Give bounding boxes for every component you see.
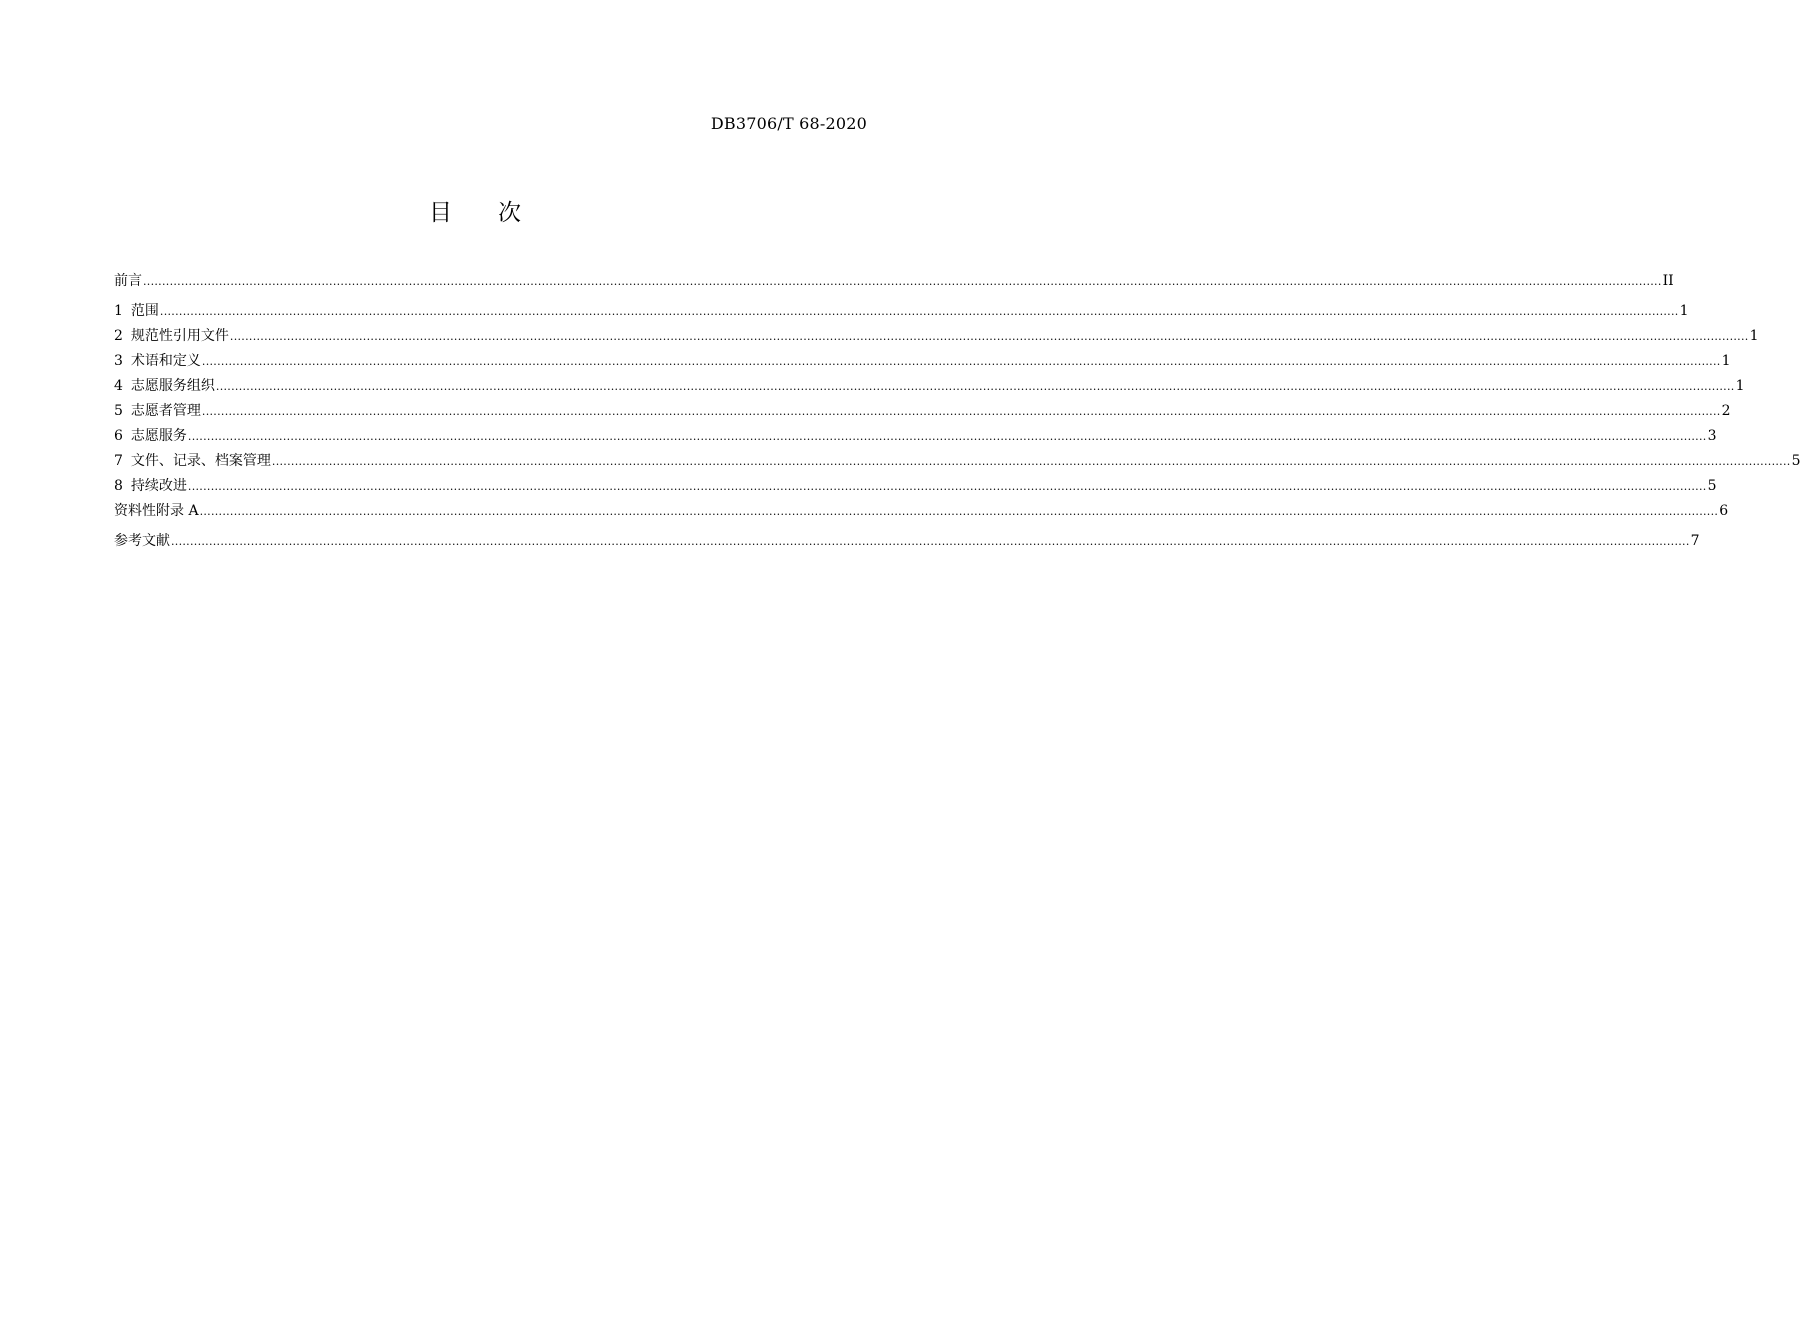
toc-title-char-1: 目 — [429, 200, 452, 226]
toc-entry-label: 志愿服务 — [130, 428, 187, 444]
toc-leader: ................................................................................................................................................................................................................................................................................................................................................................................................................ — [187, 480, 1707, 493]
toc-entry-page: 3 — [1707, 428, 1717, 444]
toc-entry-page: 5 — [1791, 453, 1800, 469]
toc-leader: ................................................................................................................................................................................................................................................................................................................................................................................................................ — [271, 455, 1791, 468]
toc-entry-page: 6 — [1719, 503, 1729, 519]
toc-entry-foreword[interactable] — [114, 270, 1674, 290]
toc-entry-8[interactable] — [114, 475, 1717, 495]
toc-leader: ................................................................................................................................................................................................................................................................................................................................................................................................................ — [159, 305, 1679, 318]
toc-entry-label: 范围 — [130, 303, 159, 319]
toc-leader: ................................................................................................................................................................................................................................................................................................................................................................................................................ — [199, 505, 1719, 518]
toc-entry-number: 7 — [114, 453, 123, 469]
toc-entry-page: 1 — [1735, 378, 1745, 394]
toc-entry-number: 1 — [114, 303, 123, 319]
toc-leader: ................................................................................................................................................................................................................................................................................................................................................................................................................ — [229, 330, 1749, 343]
toc-entry-label: 前言 — [114, 273, 142, 289]
toc-entry-annex-a[interactable] — [114, 500, 1729, 520]
toc-entry-number: 6 — [114, 428, 123, 444]
toc-entry-page: 5 — [1707, 478, 1717, 494]
toc-entry-number: 5 — [114, 403, 123, 419]
toc-entry-3[interactable] — [114, 350, 1731, 370]
toc-entry-label: 持续改进 — [130, 478, 187, 494]
toc-entry-2[interactable] — [114, 325, 1759, 345]
toc-entry-1[interactable] — [114, 300, 1689, 320]
toc-title-char-2: 次 — [498, 200, 521, 226]
toc-entry-label: 文件、记录、档案管理 — [130, 453, 271, 469]
toc-entry-label: 志愿服务组织 — [130, 378, 215, 394]
toc-entry-references[interactable] — [114, 530, 1700, 550]
toc-leader: ................................................................................................................................................................................................................................................................................................................................................................................................................ — [201, 405, 1721, 418]
toc-entry-page: 2 — [1721, 403, 1731, 419]
toc-entry-label: 参考文献 — [114, 533, 170, 549]
toc-entry-number: 3 — [114, 353, 123, 369]
toc-entry-page: 1 — [1721, 353, 1731, 369]
toc-entry-number: 2 — [114, 328, 123, 344]
toc-entry-label: 术语和定义 — [130, 353, 201, 369]
toc-leader: ................................................................................................................................................................................................................................................................................................................................................................................................................ — [215, 380, 1735, 393]
toc-entry-label: 志愿者管理 — [130, 403, 201, 419]
standard-code: DB3706/T 68-2020 — [710, 114, 867, 133]
toc-entry-page: 1 — [1749, 328, 1759, 344]
toc-entry-page: 7 — [1690, 533, 1700, 549]
toc-title — [0, 194, 950, 227]
toc-entry-7[interactable] — [114, 450, 1800, 470]
toc-entry-5[interactable] — [114, 400, 1731, 420]
toc-entry-4[interactable] — [114, 375, 1745, 395]
toc-leader: ................................................................................................................................................................................................................................................................................................................................................................................................................ — [201, 355, 1721, 368]
toc-entry-6[interactable] — [114, 425, 1717, 445]
toc-entry-page: 1 — [1679, 303, 1689, 319]
toc-leader: ................................................................................................................................................................................................................................................................................................................................................................................................................ — [187, 430, 1707, 443]
toc-entry-page: II — [1662, 273, 1674, 289]
toc-entry-label: 资料性附录 A — [114, 503, 199, 519]
toc-entry-number: 8 — [114, 478, 123, 494]
toc-leader: ................................................................................................................................................................................................................................................................................................................................................................................................................ — [171, 535, 1690, 548]
toc-entry-number: 4 — [114, 378, 123, 394]
toc-entry-label: 规范性引用文件 — [130, 328, 229, 344]
toc-leader: ................................................................................................................................................................................................................................................................................................................................................................................................................ — [143, 275, 1662, 288]
